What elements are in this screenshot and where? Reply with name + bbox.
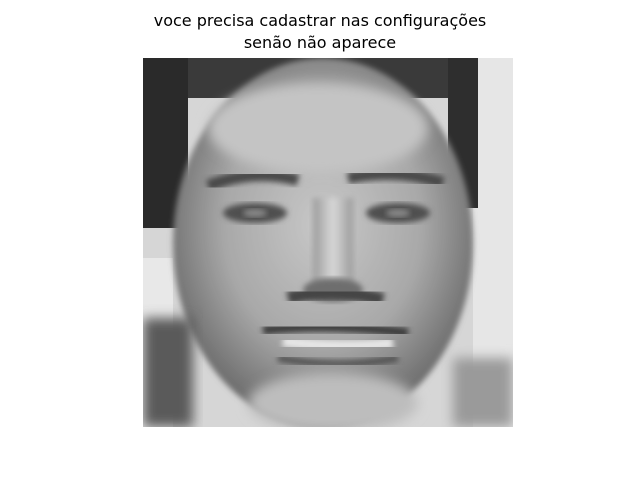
teeth: [283, 341, 393, 346]
upper-lip: [263, 327, 408, 333]
mustache: [288, 292, 383, 300]
right-eye-highlight: [386, 209, 410, 217]
face-image: [143, 58, 513, 427]
title-line-2: senão não aparece: [243, 33, 397, 52]
left-eye-highlight: [243, 209, 267, 217]
neck-shadow-left: [143, 318, 193, 427]
nose-bridge: [313, 198, 353, 288]
title-line-1: voce precisa cadastrar nas configurações: [153, 11, 487, 30]
forehead-highlight: [208, 83, 428, 173]
figure-title: [0, 10, 640, 54]
neck-shadow-right: [453, 358, 513, 427]
